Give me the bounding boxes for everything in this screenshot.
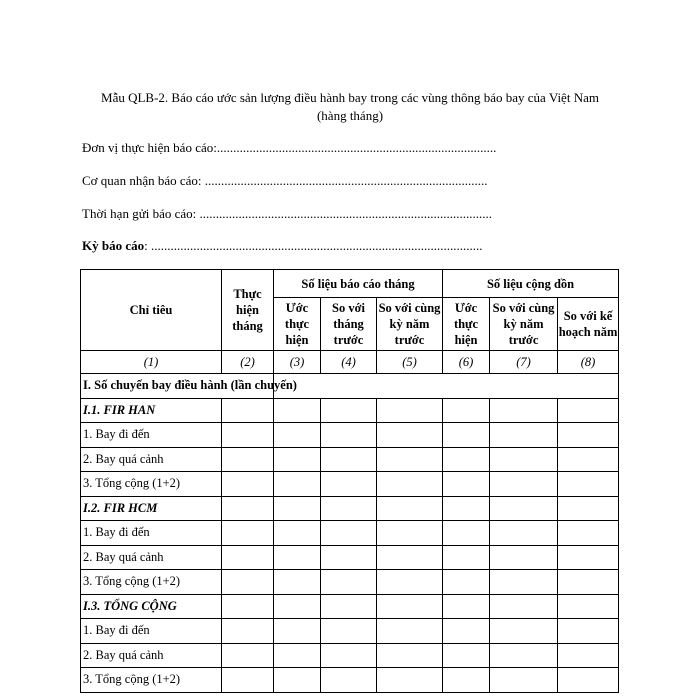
data-cell [558, 423, 619, 448]
item-label: 3. Tổng cộng (1+2) [81, 472, 222, 497]
data-cell [222, 521, 274, 546]
data-cell [222, 472, 274, 497]
field-receiving-agency [82, 173, 488, 189]
data-cell [274, 570, 321, 595]
data-cell [558, 472, 619, 497]
data-cell [274, 496, 321, 521]
header-sub-col-8: So với kế hoạch năm [558, 298, 619, 351]
data-cell [377, 545, 443, 570]
data-cell [490, 521, 558, 546]
data-cell [222, 545, 274, 570]
field-label: Thời hạn gửi báo cáo: [82, 206, 197, 221]
data-cell [443, 643, 490, 668]
table-row [81, 496, 619, 521]
header-sub-col-7: So với cùng kỳ năm trước [490, 298, 558, 351]
data-cell [490, 668, 558, 693]
title-line-2: (hàng tháng) [316, 108, 384, 123]
column-number: (6) [443, 351, 490, 374]
data-cell [443, 521, 490, 546]
column-number: (4) [321, 351, 377, 374]
data-cell [490, 619, 558, 644]
data-cell [222, 619, 274, 644]
data-cell [321, 668, 377, 693]
item-label: 1. Bay đi đến [81, 521, 222, 546]
field-label: Kỳ báo cáo [82, 238, 145, 253]
column-number: (2) [222, 351, 274, 374]
table-row [81, 619, 619, 644]
data-cell [321, 594, 377, 619]
table-row [81, 545, 619, 570]
header-sub-col-4: So với tháng trước [321, 298, 377, 351]
table-row [81, 374, 619, 399]
data-cell [558, 521, 619, 546]
data-cell [377, 447, 443, 472]
data-cell [558, 570, 619, 595]
data-cell [321, 472, 377, 497]
data-cell [222, 423, 274, 448]
data-cell [274, 545, 321, 570]
header-thuc-hien-thang: Thực hiện tháng [222, 270, 274, 351]
data-cell [490, 570, 558, 595]
header-sub-col-6: Ước thực hiện [443, 298, 490, 351]
data-cell [443, 594, 490, 619]
header-sub-col-5: So với cùng kỳ năm trước [377, 298, 443, 351]
data-cell [490, 545, 558, 570]
data-cell [377, 398, 443, 423]
field-label: Cơ quan nhận báo cáo: [82, 173, 202, 188]
column-number: (8) [558, 351, 619, 374]
header-sub-col-3: Ước thực hiện [274, 298, 321, 351]
data-cell [443, 619, 490, 644]
data-cell [377, 472, 443, 497]
table-row [81, 472, 619, 497]
table-row [81, 570, 619, 595]
table-row [81, 594, 619, 619]
data-cell [558, 398, 619, 423]
data-cell [490, 594, 558, 619]
data-cell [222, 594, 274, 619]
data-cell [274, 398, 321, 423]
data-cell [558, 619, 619, 644]
data-cell [321, 496, 377, 521]
field-label: Đơn vị thực hiện báo cáo: [82, 140, 217, 155]
data-cell [222, 668, 274, 693]
data-cell [443, 423, 490, 448]
header-group-cumulative: Số liệu cộng dồn [443, 270, 619, 298]
column-number: (7) [490, 351, 558, 374]
data-cell [222, 570, 274, 595]
data-cell [321, 521, 377, 546]
item-label: 2. Bay quá cảnh [81, 447, 222, 472]
item-label: 2. Bay quá cảnh [81, 545, 222, 570]
title-line-1: Mẫu QLB-2. Báo cáo ước sản lượng điều hành bay trong các vùng thông báo bay của Việt Nam [101, 90, 599, 105]
data-cell [321, 643, 377, 668]
data-cell [274, 668, 321, 693]
data-cell [377, 643, 443, 668]
column-number: (1) [81, 351, 222, 374]
data-cell [274, 472, 321, 497]
item-label: 1. Bay đi đến [81, 423, 222, 448]
column-number: (5) [377, 351, 443, 374]
data-cell [377, 619, 443, 644]
field-dots: ...................................................................................... [216, 140, 497, 155]
item-label: 3. Tổng cộng (1+2) [81, 570, 222, 595]
field-dots: : ...................................................................................................... [144, 238, 483, 253]
data-cell [377, 594, 443, 619]
data-cell [274, 447, 321, 472]
data-cell [490, 643, 558, 668]
data-cell [558, 668, 619, 693]
table-row [81, 521, 619, 546]
report-table [80, 269, 619, 693]
data-cell [377, 423, 443, 448]
field-reporting-unit [82, 140, 496, 156]
subsection-label: I.3. TỔNG CỘNG [81, 594, 222, 619]
data-cell [377, 570, 443, 595]
column-number: (3) [274, 351, 321, 374]
data-cell [274, 521, 321, 546]
data-cell [222, 398, 274, 423]
data-cell [443, 496, 490, 521]
table-row [81, 643, 619, 668]
data-cell [443, 545, 490, 570]
data-cell [321, 570, 377, 595]
data-cell [443, 668, 490, 693]
data-cell [321, 423, 377, 448]
data-cell [490, 423, 558, 448]
data-cell [558, 594, 619, 619]
data-cell [321, 398, 377, 423]
data-cell [321, 447, 377, 472]
data-cell [377, 496, 443, 521]
data-cell [321, 545, 377, 570]
subsection-label: I.1. FIR HAN [81, 398, 222, 423]
data-cell [222, 496, 274, 521]
data-cell [443, 472, 490, 497]
document-title [60, 89, 640, 125]
table-body [81, 374, 619, 693]
header-group-monthly: Số liệu báo cáo tháng [274, 270, 443, 298]
field-reporting-period [82, 238, 483, 254]
data-cell [490, 472, 558, 497]
data-cell [443, 398, 490, 423]
table-row [81, 668, 619, 693]
item-label: 3. Tổng cộng (1+2) [81, 668, 222, 693]
subsection-label: I.2. FIR HCM [81, 496, 222, 521]
data-cell [274, 619, 321, 644]
section-filler-cell [274, 374, 619, 399]
data-cell [222, 643, 274, 668]
field-dots: .......................................................................................... [196, 206, 493, 221]
data-cell [274, 594, 321, 619]
data-cell [321, 619, 377, 644]
data-cell [274, 423, 321, 448]
header-chi-tieu: Chỉ tiêu [81, 270, 222, 351]
data-cell [558, 545, 619, 570]
data-cell [377, 521, 443, 546]
section-label: I. Số chuyến bay điều hành (lần chuyến) [81, 374, 274, 399]
field-deadline [82, 206, 492, 222]
data-cell [274, 643, 321, 668]
field-dots: ....................................................................................... [201, 173, 488, 188]
data-cell [443, 447, 490, 472]
data-cell [558, 496, 619, 521]
item-label: 2. Bay quá cảnh [81, 643, 222, 668]
table-row [81, 447, 619, 472]
data-cell [558, 447, 619, 472]
data-cell [490, 447, 558, 472]
item-label: 1. Bay đi đến [81, 619, 222, 644]
data-cell [222, 447, 274, 472]
column-number-row [81, 351, 619, 374]
data-cell [490, 496, 558, 521]
data-cell [490, 398, 558, 423]
data-cell [377, 668, 443, 693]
table-row [81, 398, 619, 423]
data-cell [558, 643, 619, 668]
table-row [81, 423, 619, 448]
data-cell [443, 570, 490, 595]
